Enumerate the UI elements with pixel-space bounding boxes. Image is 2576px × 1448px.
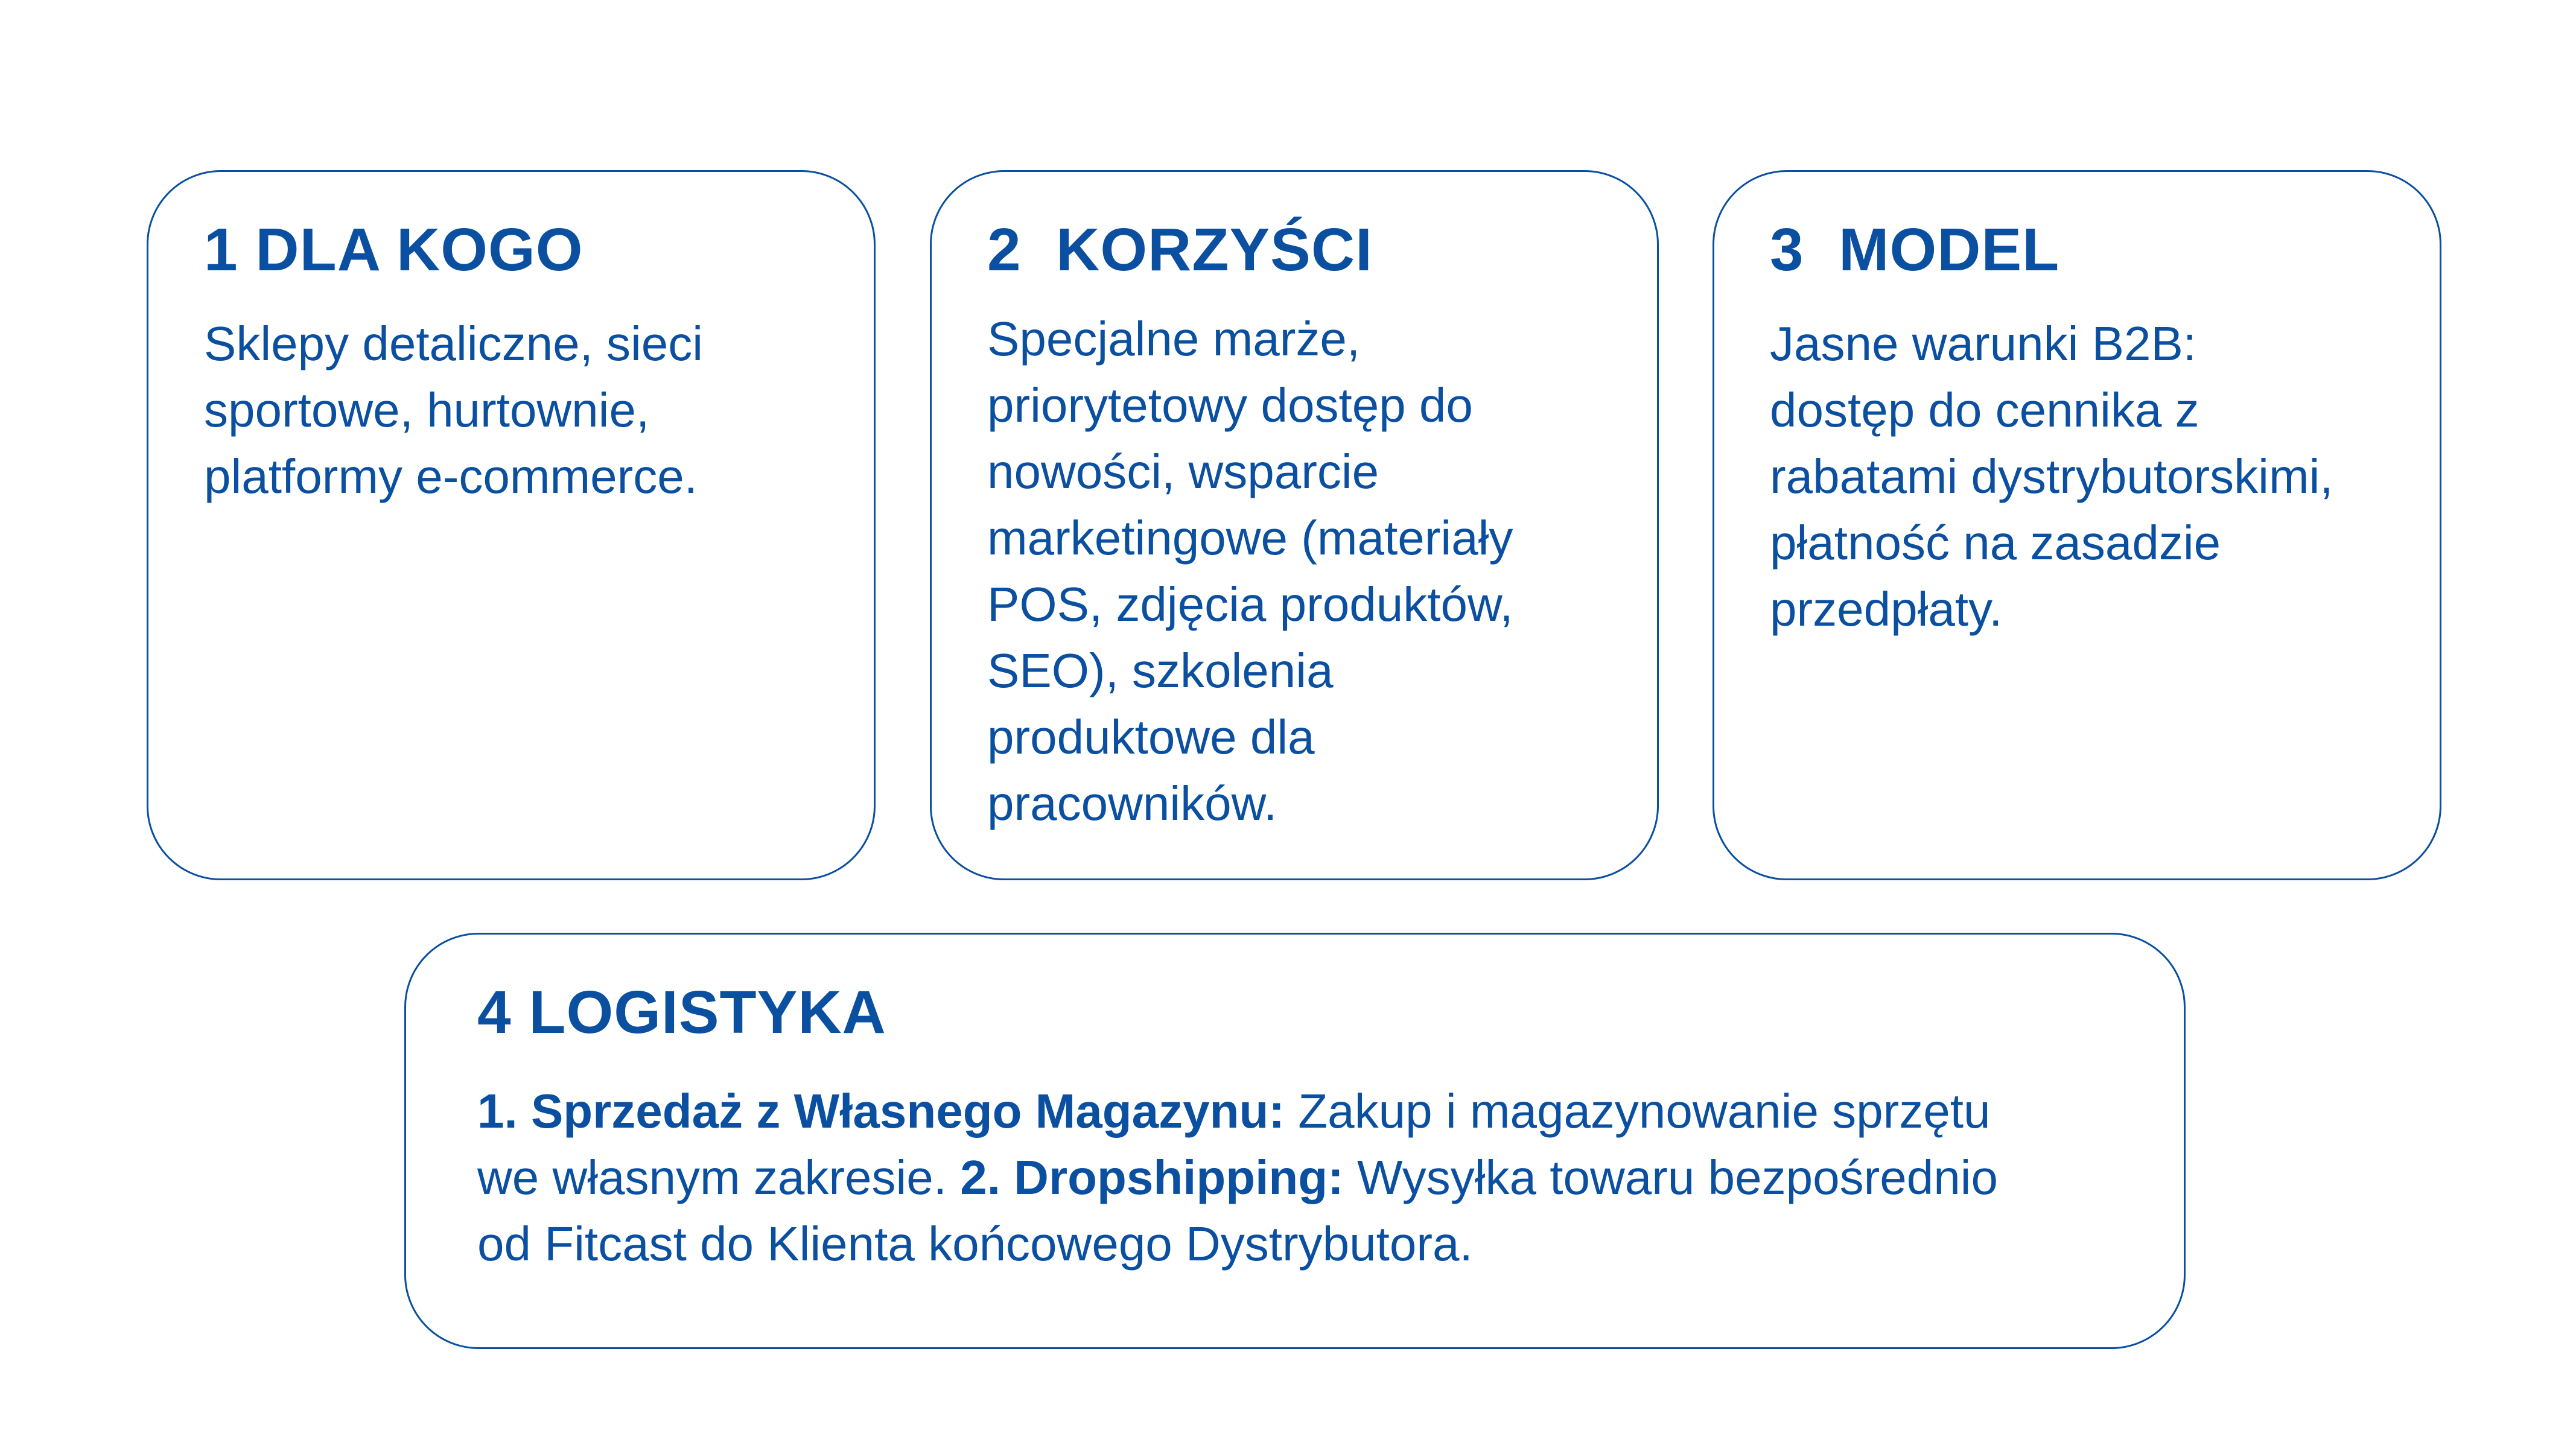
card-body <box>204 311 703 510</box>
card-text-line <box>477 1078 1998 1145</box>
card-text-line: płatność na zasadzie <box>1770 516 2221 570</box>
item1-text: Zakup i magazynowanie sprzętu <box>1285 1084 1991 1138</box>
item2-label: 2. Dropshipping: <box>960 1151 1344 1204</box>
item2-text: Wysyłka towaru bezpośrednio <box>1343 1151 1998 1204</box>
item1-label: 1. Sprzedaż z Własnego Magazynu: <box>477 1084 1285 1138</box>
card-text-line: Sklepy detaliczne, sieci <box>204 317 704 370</box>
card-title: 4 LOGISTYKA <box>477 979 886 1046</box>
card-text-line: priorytetowy dostęp do <box>987 378 1473 432</box>
card-text-line: przedpłaty. <box>1770 582 2003 636</box>
card-text-line: POS, zdjęcia produktów, <box>987 577 1513 631</box>
card-text-line: nowości, wsparcie <box>987 445 1379 498</box>
card-text-line: SEO), szkolenia <box>987 644 1334 697</box>
card-text-line: platformy e-commerce. <box>204 449 698 503</box>
card-body <box>477 1078 1998 1277</box>
card-title: 3 MODEL <box>1770 216 2060 284</box>
item1-text-cont: we własnym zakresie. <box>477 1151 961 1204</box>
card-logistyka <box>404 933 2186 1349</box>
card-dla-kogo <box>147 170 876 880</box>
card-text-line: od Fitcast do Klienta końcowego Dystrybutora. <box>477 1217 1473 1271</box>
card-text-line: marketingowe (materiały <box>987 511 1513 565</box>
card-text-line: rabatami dystrybutorskimi, <box>1770 449 2333 503</box>
card-text-line: produktowe dla <box>987 710 1315 764</box>
card-text-line: Jasne warunki B2B: <box>1770 317 2197 370</box>
card-text-line: pracowników. <box>987 776 1277 830</box>
card-text-line: Specjalne marże, <box>987 312 1361 366</box>
card-title: 2 KORZYŚCI <box>987 216 1373 284</box>
card-model <box>1713 170 2441 880</box>
card-title: 1 DLA KOGO <box>204 216 584 284</box>
card-text-line <box>477 1145 1998 1211</box>
card-body <box>1770 311 2333 643</box>
card-korzysci <box>930 170 1659 880</box>
card-body <box>987 306 1513 837</box>
card-text-line: sportowe, hurtownie, <box>204 383 650 437</box>
card-text-line: dostęp do cennika z <box>1770 383 2199 437</box>
